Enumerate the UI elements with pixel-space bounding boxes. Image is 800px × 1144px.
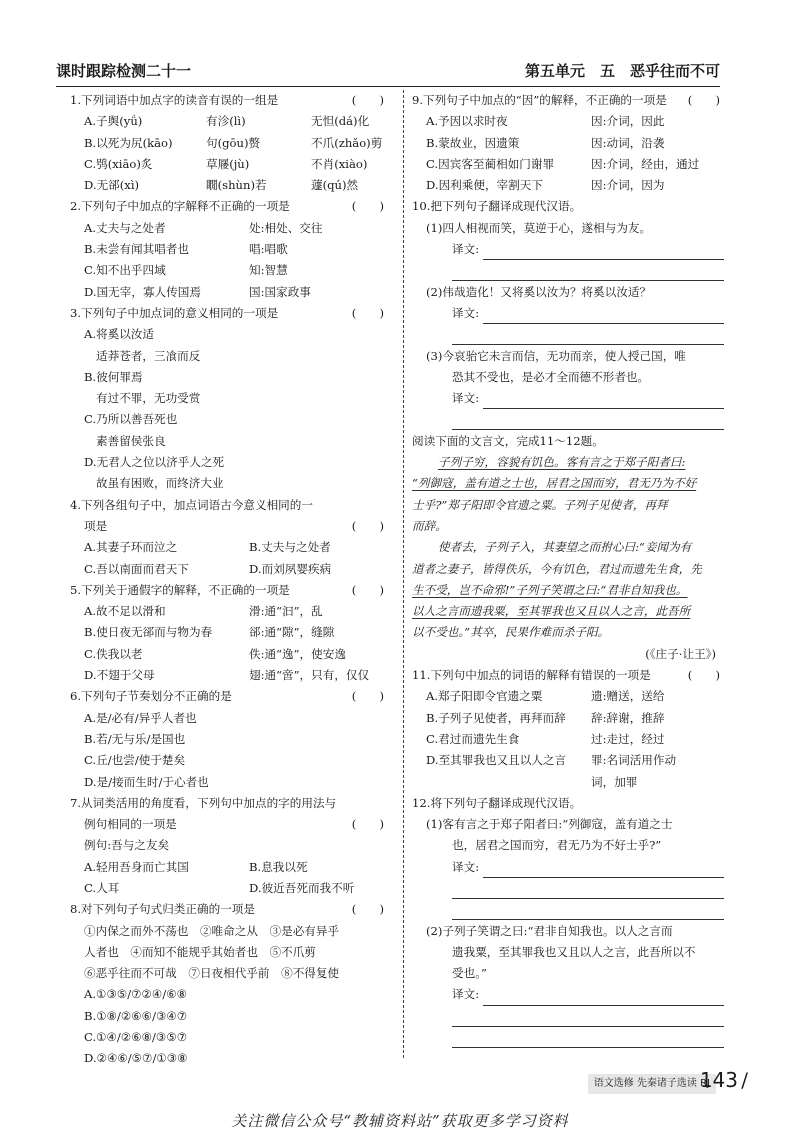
question-7-stem-cont: 例句相同的一项是 ( ) bbox=[84, 817, 384, 832]
passage-p1-line4: 而辞。 bbox=[412, 518, 447, 533]
page-number: 143 bbox=[699, 1068, 738, 1092]
q6-option-d: D.是/接而生时/于心者也 bbox=[84, 774, 209, 789]
question-8-stem: 8.对下列句子句式归类正确的一项是 ( ) bbox=[70, 902, 384, 917]
q12-2-answer-blank-2[interactable] bbox=[412, 1027, 724, 1048]
left-column bbox=[70, 90, 390, 1070]
right-column bbox=[412, 90, 724, 1048]
q4-options-cd: C.吾以南面而君天下 D.而刘夙婴疾病 bbox=[84, 561, 332, 576]
q9-option-b: B.蒙故业，因遗策 因:动词，沿袭 bbox=[426, 135, 665, 150]
q12-sentence-1-cont: 也，居君之国而穷，君无乃为不好士乎?” bbox=[452, 838, 662, 853]
passage-p2-line4: 以人之言而遗我粟，至其罪我也又且以人之言，此吾所 bbox=[412, 604, 691, 619]
q1-option-d: D.无郤(xì) 瞯(shùn)若 蘧(qú)然 bbox=[84, 178, 359, 193]
lesson-title: 课时跟踪检测二十一 bbox=[56, 62, 192, 80]
passage-p2-line2: 道者之妻子，皆得佚乐，今有饥色，君过而遗先生食，先 bbox=[412, 561, 702, 576]
passage-source: (《庄子·让王》) bbox=[645, 646, 716, 661]
q3-option-c: C.乃所以善吾死也 bbox=[84, 412, 178, 427]
q12-1-answer-line[interactable]: 译文: bbox=[412, 857, 724, 878]
q10-sentence-3: (3)今哀骀它未言而信，无功而亲，使人授己国，唯 bbox=[426, 348, 686, 363]
q8-sentences-1: ①内保之而外不荡也 ②唯命之从 ③是必有异乎 bbox=[84, 923, 340, 938]
question-4-stem-cont: 项是 ( ) bbox=[84, 518, 384, 533]
q7-example: 例句:吾与之友矣 bbox=[84, 838, 170, 853]
q12-1-answer-blank-2[interactable] bbox=[412, 899, 724, 920]
q12-sentence-1: (1)客有言之于郑子阳者曰:“列御寇，盖有道之士 bbox=[426, 817, 673, 832]
q8-option-d: D.②④⑥/⑤⑦/①③⑧ bbox=[84, 1051, 188, 1066]
q1-option-a: A.子舆(yǘ) 有沴(lì) 无怛(dá)化 bbox=[84, 114, 370, 129]
q2-option-a: A.丈夫与之处者 处:相处、交往 bbox=[84, 220, 323, 235]
q11-option-d-cont: 词，加罪 bbox=[591, 774, 638, 789]
question-7-stem: 7.从词类活用的角度看，下列句中加点的字的用法与 bbox=[70, 795, 337, 810]
unit-title: 第五单元 五 恶乎往而不可 bbox=[524, 62, 720, 80]
q11-option-c: C.君过而遗先生食 过:走过，经过 bbox=[426, 731, 665, 746]
q11-option-a: A.郑子阳即令官遗之粟 遗:赠送，送给 bbox=[426, 689, 665, 704]
q7-options-ab: A.轻用吾身而亡其国 B.息我以死 bbox=[84, 859, 308, 874]
q12-2-answer-blank[interactable] bbox=[412, 1006, 724, 1027]
q3-option-d-pair: 故虽有困败，而终济大业 bbox=[96, 476, 224, 491]
q3-option-a: A.将奚以汝适 bbox=[84, 327, 155, 342]
q8-sentences-2: 人者也 ④而知不能规乎其始者也 ⑤不爪剪 bbox=[84, 944, 316, 959]
question-12-stem: 12.将下列句子翻译成现代汉语。 bbox=[412, 795, 582, 810]
q3-option-b-pair: 有过不罪，无功受赏 bbox=[96, 391, 201, 406]
passage-p2-line3: 生不受，岂不命邪!”子列子笑谓之曰:“君非自知我也。 bbox=[412, 582, 688, 597]
q5-option-d: D.不翅于父母 翅:通“啻”，只有，仅仅 bbox=[84, 668, 370, 683]
q12-sentence-2-cont2: 受也。” bbox=[452, 966, 487, 981]
q2-option-c: C.知不出乎四域 知:智慧 bbox=[84, 263, 288, 278]
q3-option-b: B.彼何罪焉 bbox=[84, 369, 143, 384]
q1-option-c: C.鸮(xiāo)炙 草屦(jù) 不肖(xiào) bbox=[84, 156, 368, 171]
watermark-text: 关注微信公众号“教辅资料站”获取更多学习资料 bbox=[231, 1112, 569, 1130]
q10-2-answer-blank[interactable] bbox=[412, 324, 724, 345]
question-6-stem: 6.下列句子节奏划分不正确的是 ( ) bbox=[70, 689, 384, 704]
q8-option-b: B.①⑧/②⑥⑥/③④⑦ bbox=[84, 1008, 188, 1023]
q3-option-d: D.无君人之位以济乎人之死 bbox=[84, 455, 225, 470]
q11-option-b: B.子列子见使者，再拜而辞 辞:辞谢，推辞 bbox=[426, 710, 665, 725]
q6-option-b: B.若/无与乐/是国也 bbox=[84, 731, 186, 746]
q3-option-a-pair: 适莽苍者，三飡而反 bbox=[96, 348, 201, 363]
q1-option-b: B.以死为尻(kāo) 句(gōu)赘 不爪(zhǎo)剪 bbox=[84, 135, 383, 150]
q5-option-b: B.使日夜无郤而与物为春 郤:通“隙”，缝隙 bbox=[84, 625, 335, 640]
q10-1-answer-blank[interactable] bbox=[412, 260, 724, 281]
q2-option-d: D.国无宰，寡人传国焉 国:国家政事 bbox=[84, 284, 311, 299]
q10-2-answer-line[interactable]: 译文: bbox=[412, 303, 724, 324]
reading-intro: 阅读下面的文言文，完成11～12题。 bbox=[412, 433, 604, 448]
page-slash-mark: / bbox=[741, 1068, 748, 1092]
q10-sentence-3-cont: 恐其不受也，是必才全而德不形者也。 bbox=[452, 369, 650, 384]
q2-option-b: B.未尝有闻其唱者也 唱:唱歌 bbox=[84, 242, 288, 257]
question-5-stem: 5.下列关于通假字的解释，不正确的一项是 ( ) bbox=[70, 582, 384, 597]
q5-option-c: C.佚我以老 佚:通“逸”，使安逸 bbox=[84, 646, 346, 661]
question-2-stem: 2.下列句子中加点的字解释不正确的一项是 ( ) bbox=[70, 199, 384, 214]
q9-option-c: C.因宾客至蔺相如门谢罪 因:介词，经由，通过 bbox=[426, 156, 700, 171]
q5-option-a: A.故不足以滑和 滑:通“汩”，乱 bbox=[84, 604, 323, 619]
q7-options-cd: C.人耳 D.彼近吾死而我不听 bbox=[84, 880, 355, 895]
q6-option-c: C.丘/也尝/使于楚矣 bbox=[84, 753, 186, 768]
q8-option-a: A.①③⑤/⑦②④/⑥⑧ bbox=[84, 987, 188, 1002]
question-1-stem: 1.下列词语中加点字的读音有误的一组是 ( ) bbox=[70, 93, 384, 107]
question-3-stem: 3.下列句子中加点词的意义相同的一项是 ( ) bbox=[70, 305, 384, 320]
q10-1-answer-line[interactable]: 译文: bbox=[412, 239, 724, 260]
q12-sentence-2-cont: 遗我粟，至其罪我也又且以人之言，此吾所以不 bbox=[452, 944, 696, 959]
q8-option-c: C.①④/②⑥⑧/③⑤⑦ bbox=[84, 1030, 188, 1045]
q4-options-ab: A.其妻子环而泣之 B.丈夫与之处者 bbox=[84, 540, 331, 555]
question-10-stem: 10.把下列句子翻译成现代汉语。 bbox=[412, 199, 582, 214]
passage-p1-line1: 子列子穷，容貌有饥色。客有言之于郑子阳者曰: bbox=[438, 455, 686, 470]
q9-option-d: D.因利乘便，宰割天下 因:介词，因为 bbox=[426, 178, 665, 193]
header-rule bbox=[56, 86, 720, 87]
q10-3-answer-blank[interactable] bbox=[412, 409, 724, 430]
q12-1-answer-blank[interactable] bbox=[412, 878, 724, 899]
q9-option-a: A.予因以求时夜 因:介词，因此 bbox=[426, 114, 665, 129]
column-divider bbox=[403, 90, 404, 1058]
passage-p2-line1: 使者去，子列子入，其妻望之而拊心曰:“妾闻为有 bbox=[438, 540, 692, 555]
q12-sentence-2: (2)子列子笑谓之曰:“君非自知我也。以人之言而 bbox=[426, 923, 673, 938]
q10-sentence-2: (2)伟哉造化！又将奚以汝为？将奚以汝适？ bbox=[426, 284, 652, 299]
q6-option-a: A.是/必有/异乎人者也 bbox=[84, 710, 197, 725]
q11-option-d: D.至其罪我也又且以人之言 罪:名词活用作动 bbox=[426, 753, 677, 768]
question-9-stem: 9.下列句子中加点的“因”的解释，不正确的一项是 ( ) bbox=[412, 93, 720, 107]
q12-2-answer-line[interactable]: 译文: bbox=[412, 984, 724, 1005]
q10-3-answer-line[interactable]: 译文: bbox=[412, 388, 724, 409]
question-4-stem: 4.下列各组句子中，加点词语古今意义相同的一 bbox=[70, 497, 313, 512]
q3-option-c-pair: 素善留侯张良 bbox=[96, 433, 166, 448]
q10-sentence-1: (1)四人相视而笑，莫逆于心，遂相与为友。 bbox=[426, 220, 652, 235]
passage-p2-line5: 以不受也。”其卒，民果作难而杀子阳。 bbox=[412, 625, 610, 640]
book-badge: 语文选修 先秦诸子选读 RJ bbox=[588, 1074, 716, 1094]
q8-sentences-3: ⑥恶乎往而不可哉 ⑦日夜相代乎前 ⑧不得复使 bbox=[84, 966, 340, 981]
passage-p1-line3: 士乎?”郑子阳即令官遗之粟。子列子见使者，再拜 bbox=[412, 497, 668, 512]
question-11-stem: 11.下列句中加点的词语的解释有错误的一项是 ( ) bbox=[412, 668, 720, 683]
passage-p1-line2: “列御寇，盖有道之士也，居君之国而穷，君无乃为不好 bbox=[412, 476, 697, 491]
